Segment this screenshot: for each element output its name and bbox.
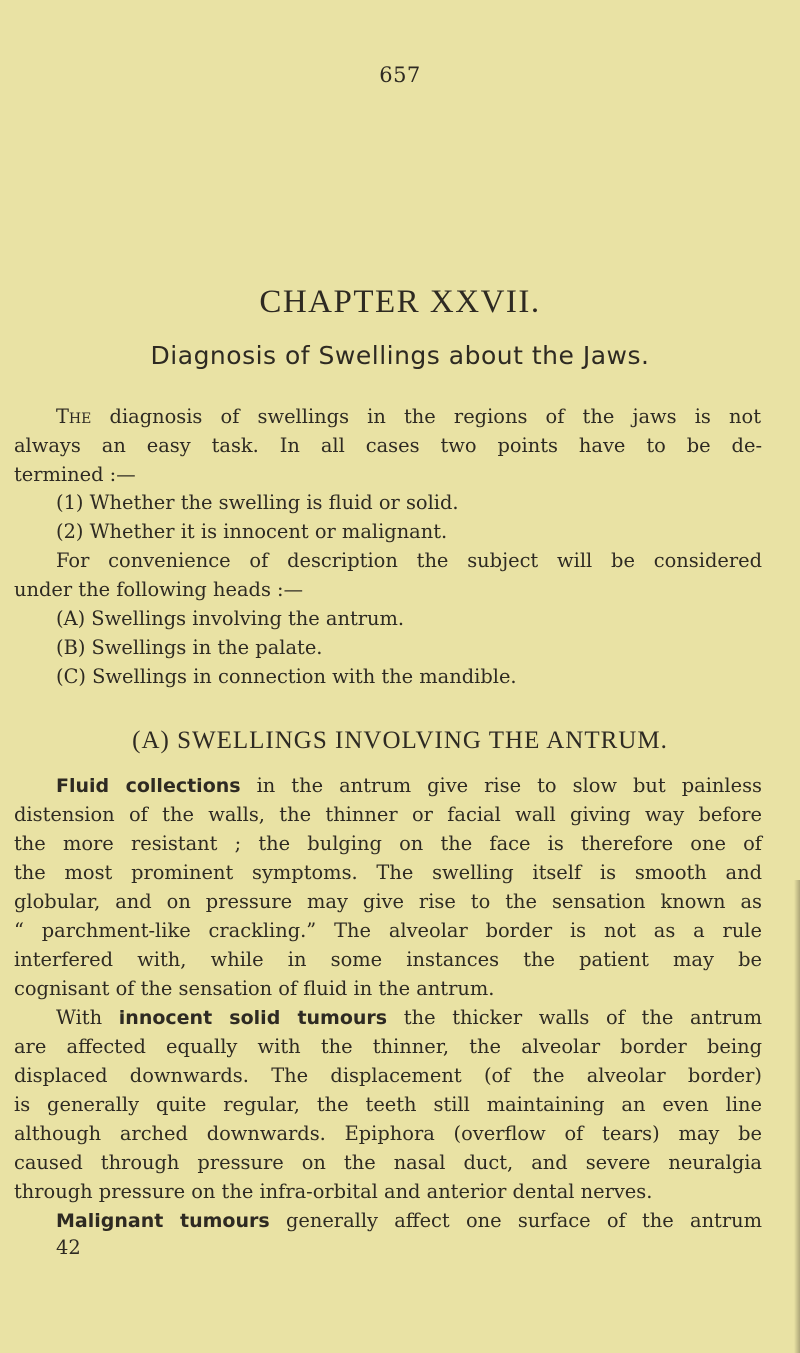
chapter-title: CHAPTER XXVII.: [259, 284, 541, 320]
list-item: (A) Swellings involving the antrum.: [56, 607, 405, 630]
paragraph-line: the more resistant ; the bulging on the face is therefore one of: [14, 832, 762, 855]
paragraph-line: are affected equally with the thinner, the alveolar border being: [14, 1035, 762, 1058]
intro-line: always an easy task. In all cases two points have to be de-: [14, 434, 762, 457]
intro-line: For convenience of description the subject will be considered: [56, 549, 762, 572]
section-heading: (A) SWELLINGS INVOLVING THE ANTRUM.: [132, 727, 668, 754]
bold-term: Malignant tumours: [56, 1210, 270, 1232]
paragraph-line: “ parchment-like crackling.” The alveolar border is not as a rule: [14, 919, 762, 942]
paragraph-line: distension of the walls, the thinner or facial wall giving way before: [14, 803, 762, 826]
paragraph-line: displaced downwards. The displacement (of the alveolar border): [14, 1064, 762, 1087]
list-item: (B) Swellings in the palate.: [56, 636, 323, 659]
bold-term: innocent solid tumours: [118, 1007, 388, 1029]
line-text: generally affect one surface of the antrum: [269, 1209, 762, 1232]
intro-line: [56, 402, 761, 431]
bold-term: Fluid collections: [56, 775, 241, 797]
paragraph-line: the most prominent symptoms. The swelling itself is smooth and: [14, 861, 762, 884]
intro-line: termined :—: [14, 463, 136, 486]
line-text: the thicker walls of the antrum: [387, 1006, 762, 1029]
chapter-subtitle: Diagnosis of Swellings about the Jaws.: [150, 341, 650, 370]
paragraph-line: interfered with, while in some instances the patient may be: [14, 948, 762, 971]
paragraph-line: globular, and on pressure may give rise to the sensation known as: [14, 890, 762, 913]
paragraph-line: [56, 1003, 762, 1033]
intro-lead-word: The: [56, 405, 92, 428]
paragraph-line: is generally quite regular, the teeth still maintaining an even line: [14, 1093, 762, 1116]
list-item: (C) Swellings in connection with the mandible.: [56, 665, 517, 688]
intro-line-text: diagnosis of swellings in the regions of the jaws is not: [91, 405, 761, 428]
signature-mark: 42: [56, 1236, 81, 1259]
list-item: (2) Whether it is innocent or malignant.: [56, 520, 448, 543]
line-text: With: [56, 1006, 119, 1029]
list-item: (1) Whether the swelling is fluid or solid.: [56, 491, 459, 514]
page-number: 657: [379, 63, 421, 87]
paragraph-line: [56, 771, 762, 801]
page-edge-shadow: [794, 880, 800, 1353]
paragraph-line: although arched downwards. Epiphora (overflow of tears) may be: [14, 1122, 762, 1145]
paragraph-line: cognisant of the sensation of fluid in the antrum.: [14, 977, 495, 1000]
intro-line: under the following heads :—: [14, 578, 303, 601]
paragraph-line: caused through pressure on the nasal duct, and severe neuralgia: [14, 1151, 762, 1174]
line-text: in the antrum give rise to slow but painless: [240, 774, 762, 797]
paragraph-line: [56, 1206, 762, 1236]
paragraph-line: through pressure on the infra-orbital and anterior dental nerves.: [14, 1180, 653, 1203]
